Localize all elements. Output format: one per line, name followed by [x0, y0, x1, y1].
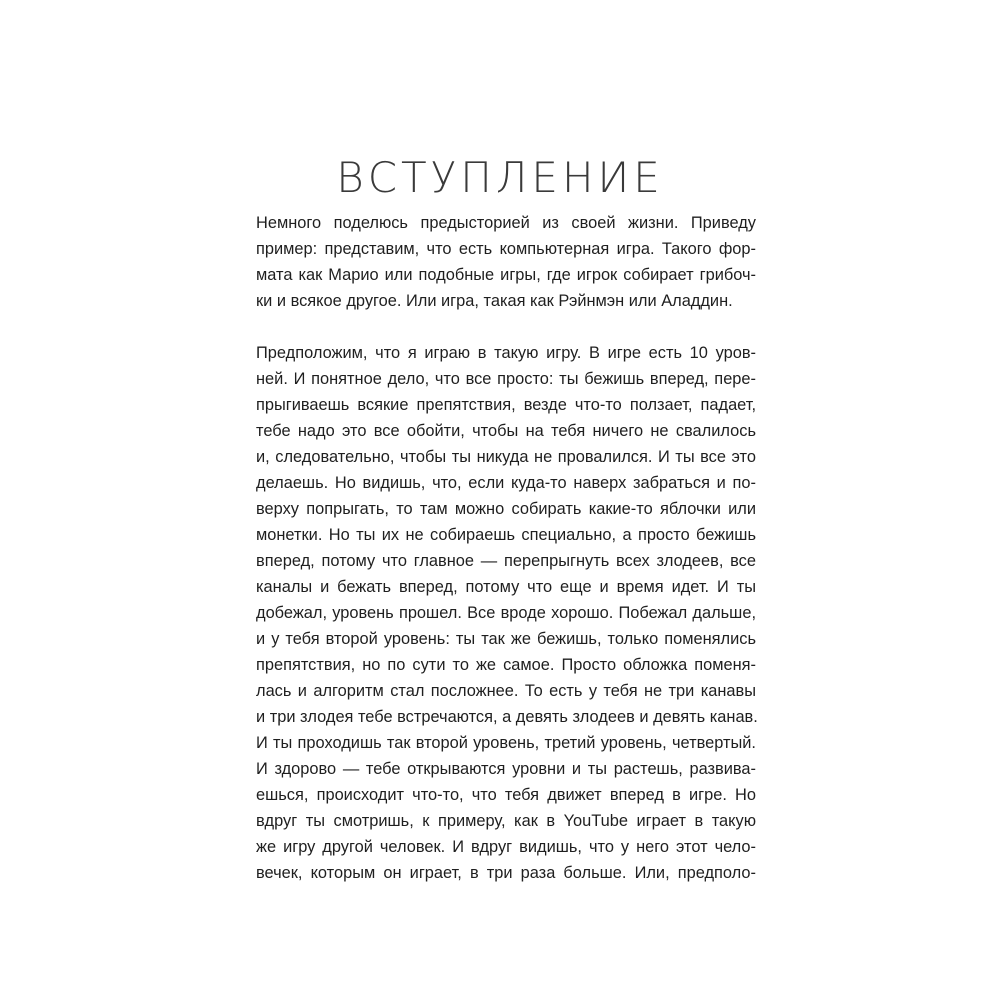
text-line: и три злодея тебе встречаются, а девять злодеев и девять канав.: [256, 708, 758, 726]
text-line: и у тебя второй уровень: ты так же бежишь, только поменялись: [256, 630, 756, 648]
text-line: вечек, которым он играет, в три раза больше. Или, предполо-: [256, 864, 756, 882]
text-line: лась и алгоритм стал посложнее. То есть у тебя не три канавы: [256, 682, 756, 700]
text-line: вперед, потому что главное — перепрыгнуть всех злодеев, все: [256, 552, 756, 570]
text-line: ней. И понятное дело, что все просто: ты бежишь вперед, пере-: [256, 370, 756, 388]
text-line: монетки. Но ты их не собираешь специально, а просто бежишь: [256, 526, 756, 544]
text-line: тебе надо это все обойти, чтобы на тебя ничего не свалилось: [256, 422, 756, 440]
text-line: мата как Марио или подобные игры, где игрок собирает грибоч-: [256, 266, 756, 284]
paragraph-1: [256, 210, 756, 314]
text-line: препятствия, но по сути то же самое. Просто обложка поменя-: [256, 656, 756, 674]
text-line: Предположим, что я играю в такую игру. В игре есть 10 уров-: [256, 344, 756, 362]
text-line: ки и всякое другое. Или игра, такая как Рэйнмэн или Аладдин.: [256, 292, 733, 310]
text-line: И здорово — тебе открываются уровни и ты растешь, развива-: [256, 760, 756, 778]
text-line: И ты проходишь так второй уровень, третий уровень, четвертый.: [256, 734, 756, 752]
chapter-title: ВСТУПЛЕНИЕ: [336, 153, 664, 202]
text-line: каналы и бежать вперед, потому что еще и время идет. И ты: [256, 578, 756, 596]
chapter-body: [256, 210, 756, 886]
text-line: Немного поделюсь предысторией из своей жизни. Приведу: [256, 214, 756, 232]
text-line: ешься, происходит что-то, что тебя движет вперед в игре. Но: [256, 786, 756, 804]
text-line: вдруг ты смотришь, к примеру, как в YouTube играет в такую: [256, 812, 756, 830]
text-line: верху попрыгать, то там можно собирать какие-то яблочки или: [256, 500, 756, 518]
text-line: добежал, уровень прошел. Все вроде хорошо. Побежал дальше,: [256, 604, 756, 622]
text-line: же игру другой человек. И вдруг видишь, что у него этот чело-: [256, 838, 756, 856]
text-line: пример: представим, что есть компьютерная игра. Такого фор-: [256, 240, 756, 258]
text-line: и, следовательно, чтобы ты никуда не провалился. И ты все это: [256, 448, 756, 466]
text-line: прыгиваешь всякие препятствия, везде что-то ползает, падает,: [256, 396, 756, 414]
paragraph-2: [256, 340, 756, 886]
text-line: делаешь. Но видишь, что, если куда-то наверх забраться и по-: [256, 474, 756, 492]
